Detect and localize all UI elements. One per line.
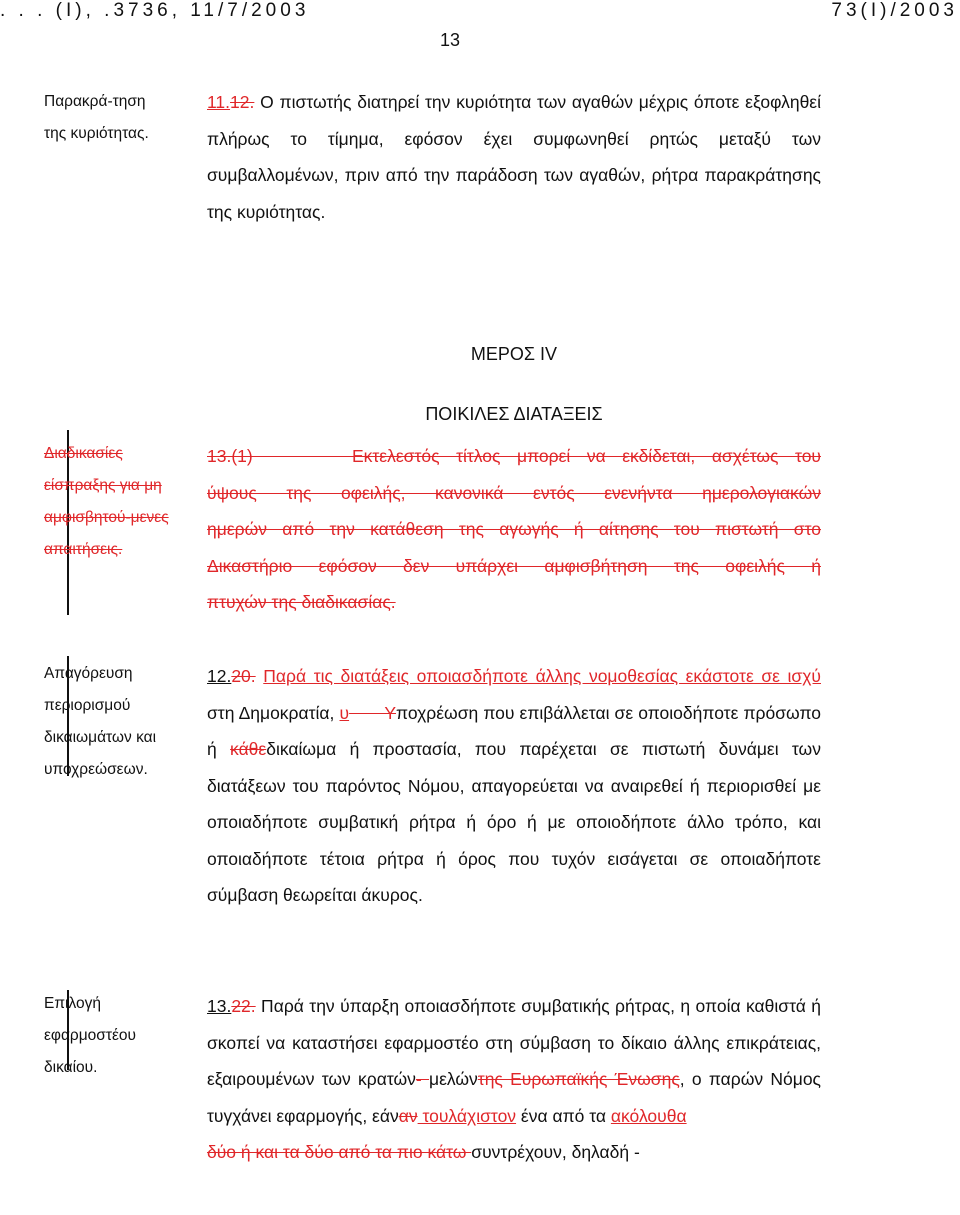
deleted-text: αν: [398, 1105, 418, 1126]
side-line: Παρακρά-τηση: [44, 93, 146, 110]
part-subtitle: ΠΟΙΚΙΛΕΣ ΔΙΑΤΑΞΕΙΣ: [425, 404, 603, 424]
side-line: απαιτήσεις.: [44, 541, 123, 558]
deleted-line: ημερών από την κατάθεση της αγωγής ή αίτησης του πιστωτή στο: [207, 519, 821, 539]
side-line: της κυριότητας.: [44, 125, 149, 142]
page-number: 13: [440, 30, 461, 50]
paragraph: ποχρέωση που επιβάλλεται σε οποιοδήποτε πρόσωπο ή: [207, 702, 822, 759]
side-line: εφαρμοστέου: [44, 1027, 136, 1044]
section-deleted-text: [207, 438, 821, 621]
deleted-line: πτυχών της διαδικασίας.: [207, 592, 396, 612]
section-number-deleted: 12.: [230, 92, 255, 112]
paragraph: στη Δημοκρατία,: [207, 702, 340, 723]
paragraph: ένα από τα: [516, 1105, 611, 1126]
deleted-text: κάθε: [230, 739, 267, 759]
inserted-text: Παρά τις διατάξεις οποιασδήποτε άλλης νομοθεσίας εκάστοτε σε ισχύ: [263, 666, 821, 686]
inserted-text: ακόλουθα: [610, 1105, 687, 1126]
side-line: Επιλογή: [44, 995, 101, 1012]
side-note-prohibition: [44, 658, 194, 786]
section-number-deleted: 22.: [231, 996, 256, 1016]
section-number: 13.: [207, 996, 232, 1016]
section-retention-text: [207, 84, 821, 230]
section-number: 12.: [207, 666, 232, 686]
paragraph: μελών: [428, 1069, 478, 1089]
part-title: ΜΕΡΟΣ IV: [470, 344, 558, 364]
side-note-retention: [44, 86, 194, 150]
deleted-text: Υ: [349, 702, 397, 723]
deleted-text: της Ευρωπαϊκής Ένωσης: [477, 1069, 680, 1089]
side-note-applicable-law: [44, 988, 194, 1084]
paragraph: συντρέχουν, δηλαδή -: [471, 1142, 640, 1162]
side-line: δικαίου.: [44, 1059, 98, 1076]
section-number: 11.: [207, 92, 231, 112]
deleted-line: 13.(1) Εκτελεστός τίτλος μπορεί να εκδίδεται, ασχέτως του: [207, 446, 821, 466]
inserted-text: υ: [339, 702, 350, 723]
deleted-text: -: [415, 1069, 429, 1089]
inserted-text: τουλάχιστον: [417, 1105, 517, 1126]
header-right: 73(Ι)/2003: [831, 0, 958, 21]
deleted-line: ύψους της οφειλής, κανονικά εντός ενενήντα ημερολογιακών: [207, 482, 821, 503]
side-line: Διαδικασίες: [44, 445, 123, 462]
side-line: υποχρεώσεων.: [44, 761, 148, 778]
section-number-deleted: 20.: [231, 666, 256, 686]
section-prohibition-text: [207, 658, 821, 914]
side-line: είσπραξης για μη: [44, 477, 162, 494]
side-note-procedures: [44, 438, 194, 566]
side-line: δικαιωμάτων και: [44, 729, 157, 746]
side-line: αμφισβητού-μενες: [44, 509, 169, 526]
paragraph: Παρά την ύπαρξη οποιασδήποτε συμβατικής ρήτρας, η οποία καθιστά ή σκοπεί να καταστήσει εφαρμοστέο στη σύμβαση το δίκαιο άλλης επικράτειας, εξαιρουμένων των κρατών: [207, 996, 821, 1089]
deleted-text: δύο ή και τα δύο από τα πιο κάτω: [207, 1142, 472, 1162]
paragraph: δικαίωμα ή προστασία, που παρέχεται σε πιστωτή δυνάμει των διατάξεων του παρόντος Νόμου, απαγορεύεται να αναιρεθεί ή περιορισθεί με οποιαδήποτε συμβατική ρήτρα ή όρο ή με οποιοδήποτε άλλο τρόπο, και οποιαδήποτε τέτοια ρήτρα ή όρος που τυχόν εισάγεται σε οποιαδήποτε σύμβαση θεωρείται άκυρος.: [207, 739, 821, 905]
header-left: . . . (Ι), .3736, 11/7/2003: [0, 0, 310, 21]
paragraph: , ο παρών Νόμος τυγχάνει εφαρμογής, εάν: [207, 1069, 821, 1126]
side-line: περιορισμού: [44, 697, 131, 714]
section-applicable-law-text: [207, 988, 821, 1171]
paragraph: Ο πιστωτής διατηρεί την κυριότητα των αγαθών μέχρις όποτε εξοφληθεί πλήρως το τίμημα, εφόσον έχει συμφωνηθεί ρητώς μεταξύ των συμβαλλομένων, πριν από την παράδοση των αγαθών, ρήτρα παρακράτησης της κυριότητας.: [207, 92, 821, 222]
side-line: Απαγόρευση: [44, 665, 133, 682]
deleted-line: Δικαστήριο εφόσον δεν υπάρχει αμφισβήτηση της οφειλής ή: [207, 555, 821, 576]
